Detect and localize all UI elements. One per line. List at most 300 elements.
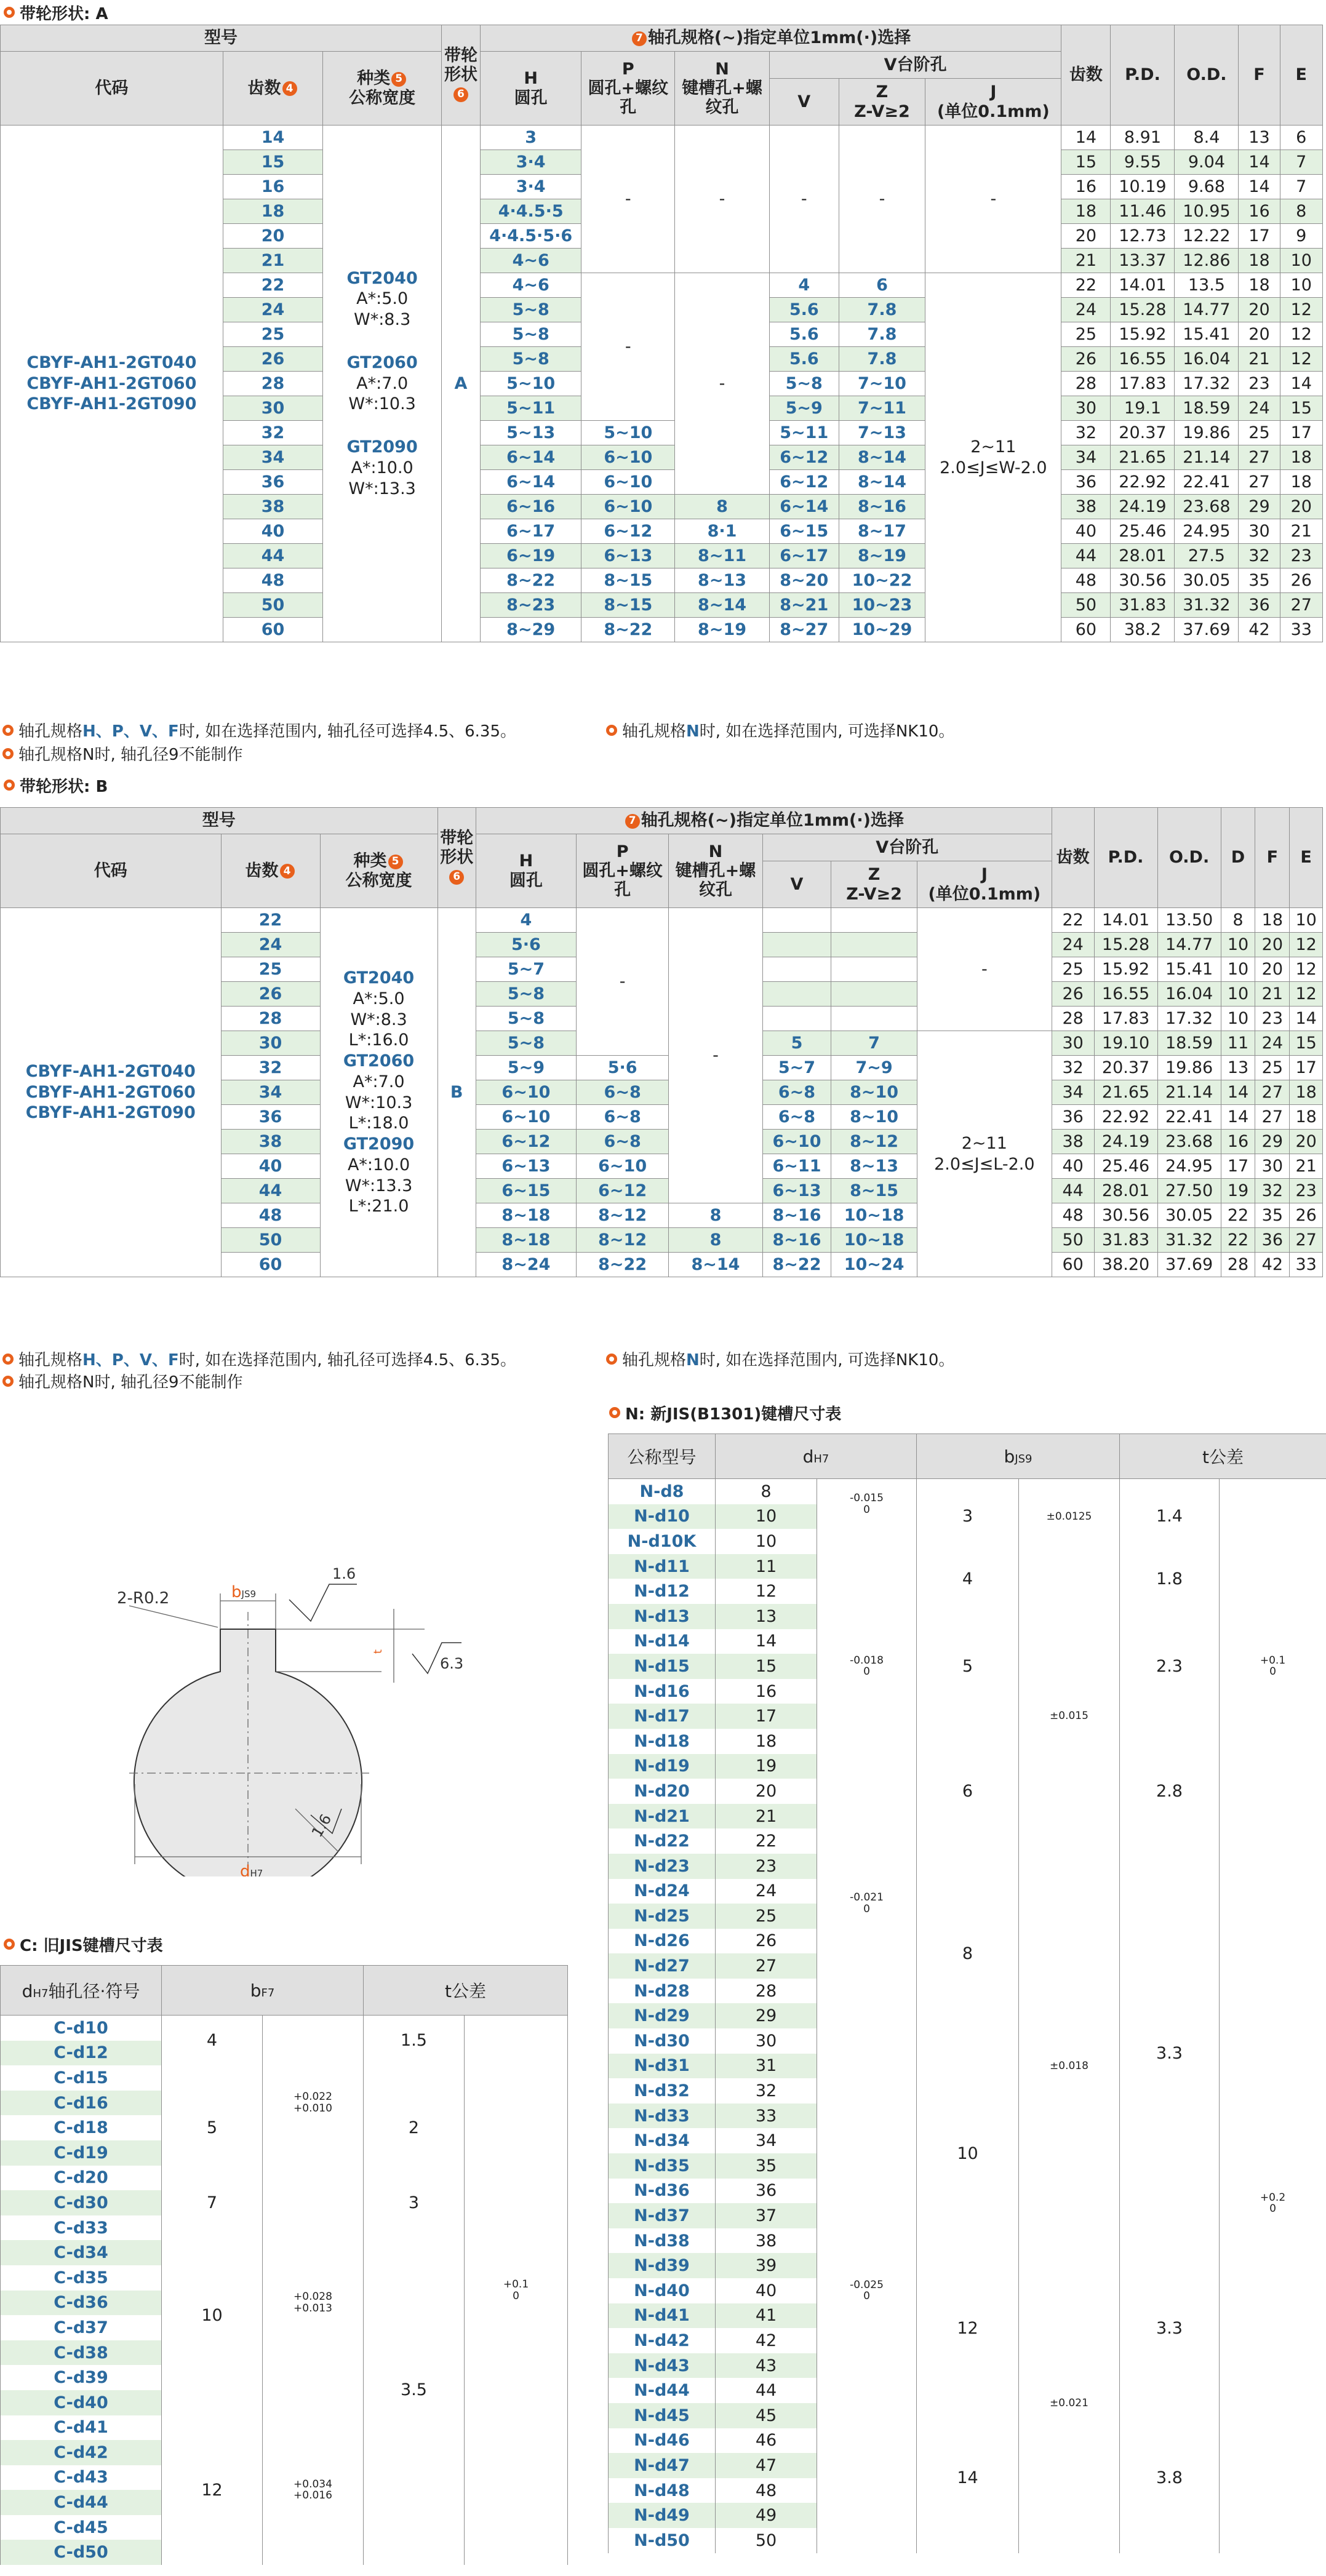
p-cell: 6~10 <box>577 1154 669 1179</box>
z-cell: 10~23 <box>839 593 925 618</box>
v-cell: 5~8 <box>769 372 839 396</box>
n-d-cell: 45 <box>716 2403 817 2428</box>
h-cell: 6~15 <box>476 1179 576 1203</box>
n-d-tol-cell: -0.021 0 <box>817 1779 917 2028</box>
e-cell: 12 <box>1280 347 1322 372</box>
header-teeth-2: 齿数 <box>1052 808 1094 908</box>
pd-cell: 30.56 <box>1111 568 1175 593</box>
pd-cell: 24.19 <box>1111 495 1175 519</box>
teeth2-cell: 21 <box>1061 249 1111 273</box>
p-cell: 6~12 <box>577 1179 669 1203</box>
e-cell: 10 <box>1280 273 1322 298</box>
h-cell: 6~17 <box>480 519 581 544</box>
z-cell <box>831 957 917 982</box>
note-a-3: 轴孔规格N时, 轴孔径9不能制作 <box>2 742 243 765</box>
e-cell: 18 <box>1280 445 1322 470</box>
n-code-cell: N-d25 <box>609 1904 716 1929</box>
keyway-table-n <box>608 1434 1326 2553</box>
header-pd: P.D. <box>1111 25 1175 126</box>
circle-bullet-icon <box>606 725 617 736</box>
roughness-mid-label: 6.3 <box>440 1655 464 1672</box>
header-n-t: t公差 <box>1120 1434 1326 1479</box>
od-cell: 19.86 <box>1157 1056 1221 1080</box>
e-cell: 15 <box>1280 396 1322 421</box>
pd-cell: 21.65 <box>1094 1080 1157 1105</box>
n-d-tol-cell <box>817 1529 917 1554</box>
n-d-cell: 44 <box>716 2378 817 2403</box>
h-cell: 3·4 <box>480 150 581 175</box>
od-cell: 13.5 <box>1175 273 1239 298</box>
p-cell: - <box>577 908 669 1056</box>
teeth-cell: 21 <box>223 249 322 273</box>
c-code-cell: C-d40 <box>1 2390 162 2415</box>
header-code: 代码 <box>1 52 223 126</box>
f-cell: 36 <box>1239 593 1280 618</box>
d-cell: 28 <box>1221 1253 1255 1277</box>
teeth-cell: 36 <box>221 1105 320 1130</box>
j-cell: - <box>917 908 1052 1031</box>
c-code-cell: C-d43 <box>1 2465 162 2490</box>
teeth2-cell: 60 <box>1052 1253 1094 1277</box>
c-b-cell: 4 <box>162 2016 263 2066</box>
od-cell: 27.5 <box>1175 544 1239 568</box>
z-cell <box>831 982 917 1007</box>
z-cell: 7.8 <box>839 347 925 372</box>
teeth-cell: 30 <box>223 396 322 421</box>
teeth-cell: 38 <box>223 495 322 519</box>
n-cell: 8·1 <box>675 519 770 544</box>
e-cell: 20 <box>1280 495 1322 519</box>
n-cell: - <box>669 908 762 1203</box>
z-cell: 8~10 <box>831 1080 917 1105</box>
c-code-cell: C-d15 <box>1 2065 162 2091</box>
v-cell: 6~11 <box>762 1154 831 1179</box>
pd-cell: 38.2 <box>1111 618 1175 642</box>
p-cell: 8~15 <box>581 568 675 593</box>
n-cell: 8~13 <box>675 568 770 593</box>
v-cell: 5 <box>762 1031 831 1056</box>
v-cell: 6~13 <box>762 1179 831 1203</box>
z-cell: 8~14 <box>839 470 925 495</box>
teeth2-cell: 14 <box>1061 126 1111 150</box>
h-cell: 5~8 <box>480 322 581 347</box>
pd-cell: 19.1 <box>1111 396 1175 421</box>
table-row <box>1 126 1323 150</box>
circle-bullet-icon <box>2 1354 14 1365</box>
p-cell: 6~10 <box>581 495 675 519</box>
n-code-cell: N-d50 <box>609 2528 716 2553</box>
c-t-cell: 2 <box>364 2065 465 2190</box>
n-d-tol-cell: -0.025 0 <box>817 2028 917 2553</box>
circle-bullet-icon <box>4 7 15 18</box>
kind-cell: GT2040 A*:5.0 W*:8.3 GT2060 A*:7.0 W*:10.3 GT2090 A*:10.0 W*:13.3 <box>323 126 442 642</box>
note-b-3: 轴孔规格N时, 轴孔径9不能制作 <box>2 1370 243 1392</box>
n-d-cell: 28 <box>716 1979 817 2004</box>
v-cell: 6~8 <box>762 1105 831 1130</box>
teeth-cell: 24 <box>221 933 320 957</box>
n-d-cell: 32 <box>716 2078 817 2103</box>
teeth2-cell: 44 <box>1052 1179 1094 1203</box>
n-t-cell: 1.4 <box>1120 1479 1220 1554</box>
teeth2-cell: 25 <box>1052 957 1094 982</box>
teeth-cell: 48 <box>223 568 322 593</box>
od-cell: 21.14 <box>1175 445 1239 470</box>
e-cell: 12 <box>1280 322 1322 347</box>
teeth-cell: 28 <box>221 1007 320 1031</box>
c-code-cell: C-d12 <box>1 2041 162 2066</box>
teeth-cell: 48 <box>221 1203 320 1228</box>
c-code-cell: C-d19 <box>1 2140 162 2166</box>
n-d-tol-cell: -0.018 0 <box>817 1554 917 1779</box>
n-d-cell: 10 <box>716 1504 817 1529</box>
od-cell: 24.95 <box>1157 1154 1221 1179</box>
teeth-cell: 16 <box>223 175 322 199</box>
header-bore: 7 轴孔规格(~)指定单位1mm(·)选择 <box>480 25 1061 52</box>
teeth2-cell: 60 <box>1061 618 1111 642</box>
z-cell: - <box>839 126 925 273</box>
h-cell: 8~22 <box>480 568 581 593</box>
v-cell <box>762 1007 831 1031</box>
n-b-cell: 8 <box>917 1854 1019 2054</box>
keyway-table-c <box>0 1965 568 2565</box>
h-cell: 8~18 <box>476 1228 576 1253</box>
teeth2-cell: 28 <box>1061 372 1111 396</box>
pd-cell: 11.46 <box>1111 199 1175 224</box>
header-bore: 7 轴孔规格(~)指定单位1mm(·)选择 <box>476 808 1052 834</box>
teeth-cell: 60 <box>223 618 322 642</box>
header-n-b: bJS9 <box>917 1434 1120 1479</box>
c-code-cell: C-d39 <box>1 2365 162 2390</box>
note-b-1: 轴孔规格H、P、V、F时, 如在选择范围内, 轴孔径可选择4.5、6.35。 <box>2 1347 516 1370</box>
n-code-cell: N-d34 <box>609 2128 716 2153</box>
f-cell: 25 <box>1255 1056 1290 1080</box>
e-cell: 26 <box>1280 568 1322 593</box>
f-cell: 27 <box>1239 445 1280 470</box>
teeth2-cell: 30 <box>1061 396 1111 421</box>
h-cell: 4~6 <box>480 249 581 273</box>
h-cell: 5~7 <box>476 957 576 982</box>
n-d-cell: 11 <box>716 1554 817 1579</box>
z-cell: 10~18 <box>831 1203 917 1228</box>
header-c-code: dH7轴孔径·符号 <box>1 1966 162 2016</box>
teeth-cell: 44 <box>223 544 322 568</box>
teeth-cell: 25 <box>221 957 320 982</box>
f-cell: 20 <box>1239 322 1280 347</box>
teeth2-cell: 48 <box>1061 568 1111 593</box>
f-cell: 42 <box>1239 618 1280 642</box>
n-code-cell: N-d29 <box>609 2003 716 2028</box>
shape-cell: B <box>437 908 476 1277</box>
od-cell: 21.14 <box>1157 1080 1221 1105</box>
d-cell: 10 <box>1221 957 1255 982</box>
p-cell: 8~15 <box>581 593 675 618</box>
f-cell: 20 <box>1255 957 1290 982</box>
pd-cell: 9.55 <box>1111 150 1175 175</box>
v-cell: 6~12 <box>769 470 839 495</box>
circle-bullet-icon <box>4 780 15 791</box>
f-cell: 27 <box>1239 470 1280 495</box>
teeth-cell: 34 <box>221 1080 320 1105</box>
n-code-cell: N-d19 <box>609 1754 716 1779</box>
od-cell: 8.4 <box>1175 126 1239 150</box>
n-d-cell: 42 <box>716 2328 817 2353</box>
teeth-cell: 44 <box>221 1179 320 1203</box>
f-cell: 35 <box>1239 568 1280 593</box>
header-p: P 圆孔+螺纹孔 <box>581 52 675 126</box>
c-b-cell: 12 <box>162 2415 263 2566</box>
v-cell <box>762 957 831 982</box>
v-cell: 5.6 <box>769 322 839 347</box>
f-cell: 23 <box>1239 372 1280 396</box>
z-cell: 7.8 <box>839 322 925 347</box>
teeth-cell: 18 <box>223 199 322 224</box>
n-t-cell: 3.8 <box>1120 2403 1220 2553</box>
n-b-tol-cell: ±0.018 <box>1019 1879 1120 2254</box>
teeth2-cell: 38 <box>1061 495 1111 519</box>
h-cell: 4 <box>476 908 576 933</box>
v-cell: 8~16 <box>762 1228 831 1253</box>
pd-cell: 21.65 <box>1111 445 1175 470</box>
v-cell: 6~15 <box>769 519 839 544</box>
n-code-cell: N-d47 <box>609 2453 716 2478</box>
n-cell: - <box>675 273 770 495</box>
n-d-cell: 36 <box>716 2179 817 2204</box>
n-code-cell: N-d45 <box>609 2403 716 2428</box>
n-d-cell: 46 <box>716 2428 817 2454</box>
n-code-cell: N-d38 <box>609 2228 716 2254</box>
header-n: N 键槽孔+螺纹孔 <box>669 834 762 908</box>
z-cell <box>831 908 917 933</box>
d-cell: 16 <box>1221 1130 1255 1154</box>
header-shape: 带轮形状6 <box>442 25 481 126</box>
z-cell: 7~11 <box>839 396 925 421</box>
z-cell <box>831 933 917 957</box>
od-cell: 12.22 <box>1175 224 1239 249</box>
z-cell: 7 <box>831 1031 917 1056</box>
od-cell: 31.32 <box>1175 593 1239 618</box>
n-cell: 8 <box>669 1203 762 1228</box>
j-cell: 2~11 2.0≤J≤L-2.0 <box>917 1031 1052 1277</box>
n-d-cell: 33 <box>716 2103 817 2129</box>
f-cell: 14 <box>1239 150 1280 175</box>
teeth-cell: 34 <box>223 445 322 470</box>
header-p: P 圆孔+螺纹孔 <box>577 834 669 908</box>
h-cell: 6~10 <box>476 1080 576 1105</box>
h-cell: 6~14 <box>480 445 581 470</box>
n-d-cell: 48 <box>716 2478 817 2503</box>
n-d-cell: 31 <box>716 2054 817 2079</box>
c-code-cell: C-d16 <box>1 2091 162 2116</box>
e-cell: 26 <box>1290 1203 1323 1228</box>
n-t-cell: 2.3 <box>1120 1604 1220 1729</box>
z-cell: 10~18 <box>831 1228 917 1253</box>
n-code-cell: N-d10K <box>609 1529 716 1554</box>
c-t-tol-cell: +0.1 0 <box>465 2016 568 2566</box>
h-cell: 8~24 <box>476 1253 576 1277</box>
h-cell: 3 <box>480 126 581 150</box>
teeth-cell: 36 <box>223 470 322 495</box>
od-cell: 16.04 <box>1175 347 1239 372</box>
c-b-cell: 5 <box>162 2065 263 2190</box>
n-d-cell: 23 <box>716 1854 817 1879</box>
n-b-tol-cell: ±0.015 <box>1019 1554 1120 1879</box>
header-kind: 种类 5 公称宽度 <box>320 834 437 908</box>
f-cell: 32 <box>1239 544 1280 568</box>
d-cell: 10 <box>1221 982 1255 1007</box>
circle-bullet-icon <box>606 1354 617 1365</box>
p-cell: 5·6 <box>577 1056 669 1080</box>
table-row <box>1 2016 568 2041</box>
note-a-2: 轴孔规格N时, 如在选择范围内, 可选择NK10。 <box>606 719 954 741</box>
h-cell: 5~8 <box>480 347 581 372</box>
teeth2-cell: 36 <box>1061 470 1111 495</box>
header-pd: P.D. <box>1094 808 1157 908</box>
n-d-tol-cell: -0.015 0 <box>817 1479 917 1529</box>
circle-bullet-icon <box>2 748 14 759</box>
n-code-cell: N-d20 <box>609 1779 716 1804</box>
pd-cell: 25.46 <box>1111 519 1175 544</box>
teeth2-cell: 22 <box>1052 908 1094 933</box>
pd-cell: 20.37 <box>1094 1056 1157 1080</box>
n-d-cell: 27 <box>716 1953 817 1979</box>
table-n-title: N: 新JIS(B1301)键槽尺寸表 <box>609 1402 841 1424</box>
pd-cell: 38.20 <box>1094 1253 1157 1277</box>
p-cell: 8~12 <box>577 1203 669 1228</box>
number-7-icon: 7 <box>625 814 640 829</box>
od-cell: 14.77 <box>1157 933 1221 957</box>
teeth-cell: 26 <box>221 982 320 1007</box>
roughness-low-label: 1.6 <box>308 1811 335 1840</box>
e-cell: 33 <box>1280 618 1322 642</box>
n-b-cell: 3 <box>917 1479 1019 1554</box>
h-cell: 8~29 <box>480 618 581 642</box>
d-cell: 13 <box>1221 1056 1255 1080</box>
f-cell: 42 <box>1255 1253 1290 1277</box>
e-cell: 12 <box>1290 957 1323 982</box>
teeth-cell: 22 <box>223 273 322 298</box>
h-cell: 5~13 <box>480 421 581 445</box>
n-d-cell: 43 <box>716 2353 817 2379</box>
v-cell: 5~9 <box>769 396 839 421</box>
teeth2-cell: 15 <box>1061 150 1111 175</box>
h-cell: 5~9 <box>476 1056 576 1080</box>
teeth2-cell: 20 <box>1061 224 1111 249</box>
h-cell: 5~8 <box>476 982 576 1007</box>
teeth2-cell: 16 <box>1061 175 1111 199</box>
p-cell: 8~22 <box>577 1253 669 1277</box>
d-cell: 22 <box>1221 1228 1255 1253</box>
n-code-cell: N-d23 <box>609 1854 716 1879</box>
n-code-cell: N-d40 <box>609 2278 716 2303</box>
header-f: F <box>1255 808 1290 908</box>
od-cell: 15.41 <box>1157 957 1221 982</box>
teeth-cell: 25 <box>223 322 322 347</box>
z-cell: 8~15 <box>831 1179 917 1203</box>
number-5-icon: 5 <box>388 855 403 869</box>
v-cell: 6~17 <box>769 544 839 568</box>
teeth2-cell: 40 <box>1061 519 1111 544</box>
teeth-cell: 28 <box>223 372 322 396</box>
teeth2-cell: 36 <box>1052 1105 1094 1130</box>
b-label: bJS9 <box>231 1583 257 1601</box>
n-d-cell: 12 <box>716 1579 817 1604</box>
pd-cell: 12.73 <box>1111 224 1175 249</box>
z-cell <box>831 1007 917 1031</box>
table-row <box>609 1554 1326 1579</box>
h-cell: 8~23 <box>480 593 581 618</box>
table-row <box>1 908 1323 933</box>
pd-cell: 10.19 <box>1111 175 1175 199</box>
teeth2-cell: 24 <box>1061 298 1111 322</box>
f-cell: 18 <box>1239 249 1280 273</box>
keyway-diagram <box>92 1470 492 1876</box>
note-a-1: 轴孔规格H、P、V、F时, 如在选择范围内, 轴孔径可选择4.5、6.35。 <box>2 719 516 741</box>
teeth2-cell: 44 <box>1061 544 1111 568</box>
n-code-cell: N-d26 <box>609 1929 716 1954</box>
n-code-cell: N-d17 <box>609 1704 716 1729</box>
e-cell: 12 <box>1280 298 1322 322</box>
pd-cell: 20.37 <box>1111 421 1175 445</box>
n-code-cell: N-d37 <box>609 2203 716 2228</box>
header-model: 型号 <box>1 25 442 52</box>
od-cell: 10.95 <box>1175 199 1239 224</box>
n-d-cell: 25 <box>716 1904 817 1929</box>
n-t-cell: 2.8 <box>1120 1729 1220 1854</box>
h-cell: 6~19 <box>480 544 581 568</box>
n-code-cell: N-d10 <box>609 1504 716 1529</box>
h-cell: 5~8 <box>476 1031 576 1056</box>
d-cell: 11 <box>1221 1031 1255 1056</box>
z-cell: 8~16 <box>839 495 925 519</box>
pd-cell: 8.91 <box>1111 126 1175 150</box>
n-code-cell: N-d49 <box>609 2503 716 2528</box>
h-cell: 4~6 <box>480 273 581 298</box>
f-cell: 24 <box>1239 396 1280 421</box>
n-d-cell: 39 <box>716 2253 817 2278</box>
od-cell: 18.59 <box>1175 396 1239 421</box>
h-cell: 6~14 <box>480 470 581 495</box>
header-teeth: 齿数 4 <box>223 52 322 126</box>
n-code-cell: N-d22 <box>609 1828 716 1854</box>
n-code-cell: N-d39 <box>609 2253 716 2278</box>
v-cell: 5.6 <box>769 298 839 322</box>
d-cell: 10 <box>1221 933 1255 957</box>
od-cell: 14.77 <box>1175 298 1239 322</box>
n-code-cell: N-d42 <box>609 2328 716 2353</box>
f-cell: 20 <box>1239 298 1280 322</box>
f-cell: 29 <box>1255 1130 1290 1154</box>
v-cell: 8~27 <box>769 618 839 642</box>
pd-cell: 16.55 <box>1111 347 1175 372</box>
p-cell: 5~10 <box>581 421 675 445</box>
circle-bullet-icon <box>4 1939 15 1950</box>
n-d-cell: 15 <box>716 1654 817 1679</box>
od-cell: 22.41 <box>1157 1105 1221 1130</box>
v-cell: 8~16 <box>762 1203 831 1228</box>
roughness-top-label: 1.6 <box>332 1565 356 1582</box>
n-d-cell: 17 <box>716 1704 817 1729</box>
f-cell: 24 <box>1255 1031 1290 1056</box>
n-cell: 8~14 <box>675 593 770 618</box>
n-d-cell: 30 <box>716 2028 817 2054</box>
teeth2-cell: 26 <box>1052 982 1094 1007</box>
n-d-cell: 20 <box>716 1779 817 1804</box>
c-code-cell: C-d37 <box>1 2315 162 2340</box>
teeth-cell: 32 <box>221 1056 320 1080</box>
n-code-cell: N-d43 <box>609 2353 716 2379</box>
pd-cell: 14.01 <box>1111 273 1175 298</box>
e-cell: 21 <box>1290 1154 1323 1179</box>
